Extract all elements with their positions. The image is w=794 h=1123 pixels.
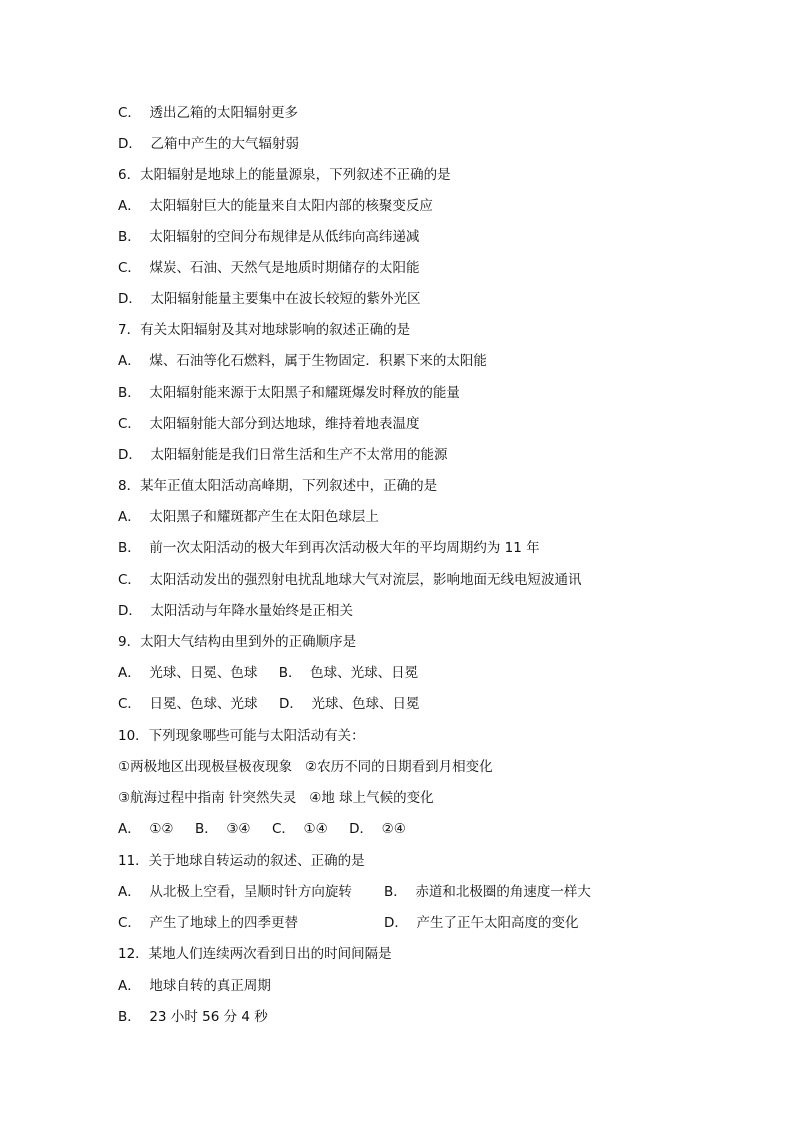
option-7c: C． 太阳辐射能大部分到达地球，维持着地表温度 [118, 416, 420, 432]
option-6b: B． 太阳辐射的空间分布规律是从低纬向高纬递减 [118, 229, 420, 245]
option-6d: D． 太阳辐射能量主要集中在波长较短的紫外光区 [118, 291, 421, 307]
question-8: 8．某年正值太阳活动高峰期，下列叙述中，正确的是 [118, 478, 438, 494]
option-6a: A． 太阳辐射巨大的能量来自太阳内部的核聚变反应 [118, 198, 433, 214]
option-7d: D． 太阳辐射能是我们日常生活和生产不太常用的能源 [118, 447, 448, 463]
option-11d: D． 产生了正午太阳高度的变化 [384, 915, 579, 931]
question-10: 10．下列现象哪些可能与太阳活动有关： [118, 728, 365, 744]
statements-10-3-4: ③航海过程中指南 针突然失灵 ④地 球上气候的变化 [118, 790, 434, 806]
option-11b: B． 赤道和北极圈的角速度一样大 [384, 884, 591, 900]
options-9cd: C． 日冕、色球、光球 D． 光球、色球、日冕 [118, 696, 420, 712]
option-5d: D． 乙箱中产生的大气辐射弱 [118, 136, 299, 152]
question-9: 9．太阳大气结构由里到外的正确顺序是 [118, 634, 357, 650]
option-5c: C． 透出乙箱的太阳辐射更多 [118, 105, 299, 121]
option-7b: B． 太阳辐射能来源于太阳黑子和耀斑爆发时释放的能量 [118, 385, 460, 401]
option-12b: B． 23 小时 56 分 4 秒 [118, 1009, 268, 1025]
options-10: A． ①② B． ③④ C． ①④ D． ②④ [118, 821, 406, 837]
option-6c: C． 煤炭、石油、天然气是地质时期储存的太阳能 [118, 260, 420, 276]
option-7a: A． 煤、石油等化石燃料，属于生物固定．积累下来的太阳能 [118, 353, 487, 369]
question-11: 11．关于地球自转运动的叙述、正确的是 [118, 853, 365, 869]
statements-10-1-2: ①两极地区出现极昼极夜现象 ②农历不同的日期看到月相变化 [118, 759, 493, 775]
question-6: 6．太阳辐射是地球上的能量源泉，下列叙述不正确的是 [118, 167, 451, 183]
question-12: 12．某地人们连续两次看到日出的时间间隔是 [118, 946, 392, 962]
option-8a: A． 太阳黑子和耀斑都产生在太阳色球层上 [118, 509, 379, 525]
option-11a: A． 从北极上空看，呈顺时针方向旋转 [118, 884, 352, 900]
option-8b: B． 前一次太阳活动的极大年到再次活动极大年的平均周期约为 11 年 [118, 540, 540, 556]
option-8d: D． 太阳活动与年降水量始终是正相关 [118, 603, 353, 619]
options-9ab: A． 光球、日冕、色球 B． 色球、光球、日冕 [118, 665, 419, 681]
question-7: 7．有关太阳辐射及其对地球影响的叙述正确的是 [118, 322, 411, 338]
option-12a: A． 地球自转的真正周期 [118, 978, 271, 994]
option-11c: C． 产生了地球上的四季更替 [118, 915, 299, 931]
option-8c: C． 太阳活动发出的强烈射电扰乱地球大气对流层，影响地面无线电短波通讯 [118, 572, 582, 588]
